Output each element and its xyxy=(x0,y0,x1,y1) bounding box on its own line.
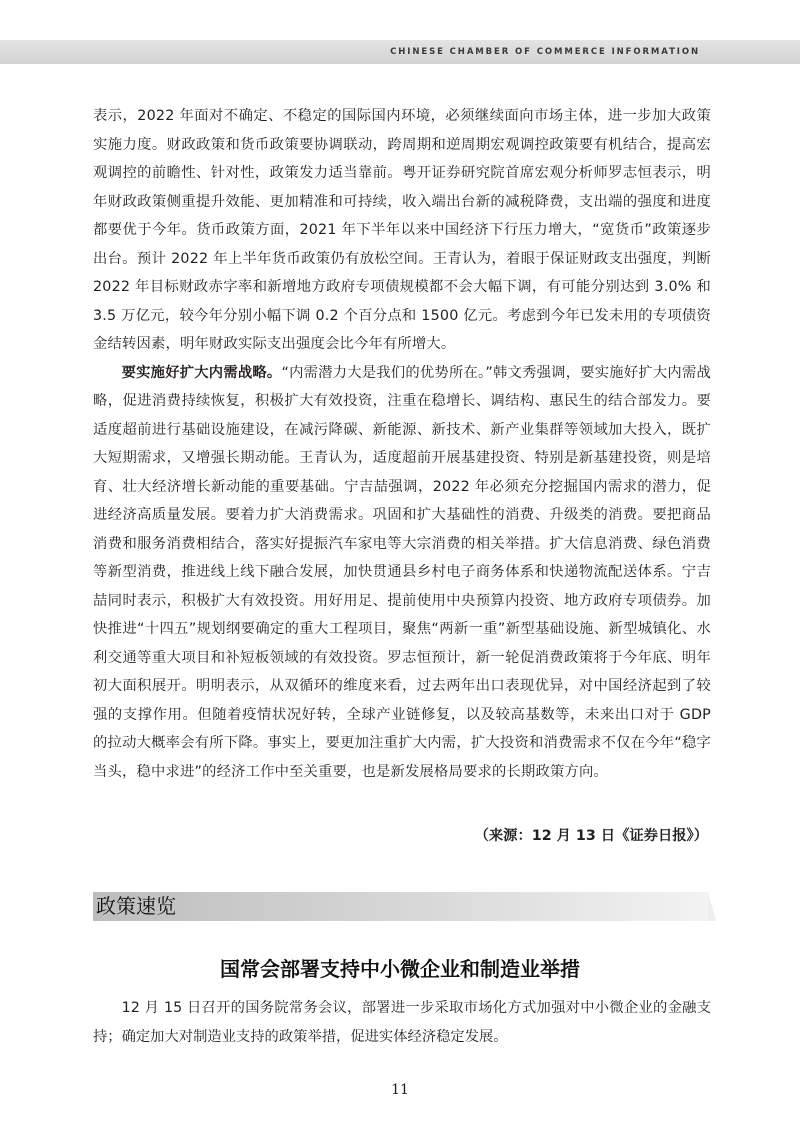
paragraph-domestic-demand-text: “内需潜力大是我们的优势所在。”韩文秀强调，要实施好扩大内需战略，促进消费持续恢复，积极扩大有效投资，注重在稳增长、调结构、惠民生的结合部发力。要适度超前进行基础设施建设，在减污降碳、新能源、新技术、新产业集群等领域加大投入，既扩大短期需求，又增强长期动能。王青认为，适度超前开展基建投资、特别是新基建投资，则是培育、壮大经济增长新动能的重要基础。宁吉喆强调，2022 年必须充分挖掘国内需求的潜力，促进经济高质量发展。要着力扩大消费需求。巩固和扩大基础性的消费、升级类的消费。要把商品消费和服务消费相结合，落实好提振汽车家电等大宗消费的相关举措。扩大信息消费、绿色消费等新型消费，推进线上线下融合发展，加快贯通县乡村电子商务体系和快递物流配送体系。宁吉喆同时表示，积极扩大有效投资。用好用足、提前使用中央预算内投资、地方政府专项债券。加快推进“十四五”规划纲要确定的重大工程项目，聚焦“两新一重”新型基础设施、新型城镇化、水利交通等重大项目和补短板领域的有效投资。罗志恒预计，新一轮促消费政策将于今年底、明年初大面积展开。明明表示，从双循环的维度来看，过去两年出口表现优异，对中国经济起到了较强的支撑作用。但随着疫情状况好转，全球产业链修复，以及较高基数等，未来出口对于 GDP 的拉动大概率会有所下降。事实上，要更加注重扩大内需，扩大投资和消费需求不仅在今年“稳字当头，稳中求进”的经济工作中至关重要，也是新发展格局要求的长期政策方向。 xyxy=(93,364,711,780)
article-continuation xyxy=(93,102,711,786)
paragraph-domestic-demand xyxy=(93,359,711,787)
section-title: 政策速览 xyxy=(96,894,176,918)
source-citation: （来源：12 月 13 日《证券日报》） xyxy=(474,828,708,844)
paragraph-lead-heading: 要实施好扩大内需战略。 xyxy=(121,364,282,381)
paragraph-fiscal-monetary-policy: 表示，2022 年面对不确定、不稳定的国际国内环境，必须继续面向市场主体，进一步加大政策实施力度。财政政策和货币政策要协调联动，跨周期和逆周期宏观调控政策要有机结合，提高宏观调控的前瞻性、针对性，政策发力适当靠前。粤开证券研究院首席宏观分析师罗志恒表示，明年财政政策侧重提升效能、更加精准和可持续，收入端出台新的减税降费，支出端的强度和进度都要优于今年。货币政策方面，2021 年下半年以来中国经济下行压力增大，“宽货币”政策逐步出台。预计 2022 年上半年货币政策仍有放松空间。王青认为，着眼于保证财政支出强度，判断 2022 年目标财政赤字率和新增地方政府专项债规模都不会大幅下调，有可能分别达到 3.0% 和 3.5 万亿元，较今年分别小幅下调 0.2 个百分点和 1500 亿元。考虑到今年已发未用的专项债资金结转因素，明年财政实际支出强度会比今年有所增大。 xyxy=(93,108,711,352)
article-title: 国常会部署支持中小微企业和制造业举措 xyxy=(220,957,580,981)
section-header-bar xyxy=(93,892,708,921)
article-body: 12 月 15 日召开的国务院常务会议，部署进一步采取市场化方式加强对中小微企业的金融支持；确定加大对制造业支持的政策举措，促进实体经济稳定发展。 xyxy=(93,1000,711,1045)
publication-header: CHINESE CHAMBER OF COMMERCE INFORMATION xyxy=(390,47,700,57)
page-number: 11 xyxy=(391,1082,409,1098)
